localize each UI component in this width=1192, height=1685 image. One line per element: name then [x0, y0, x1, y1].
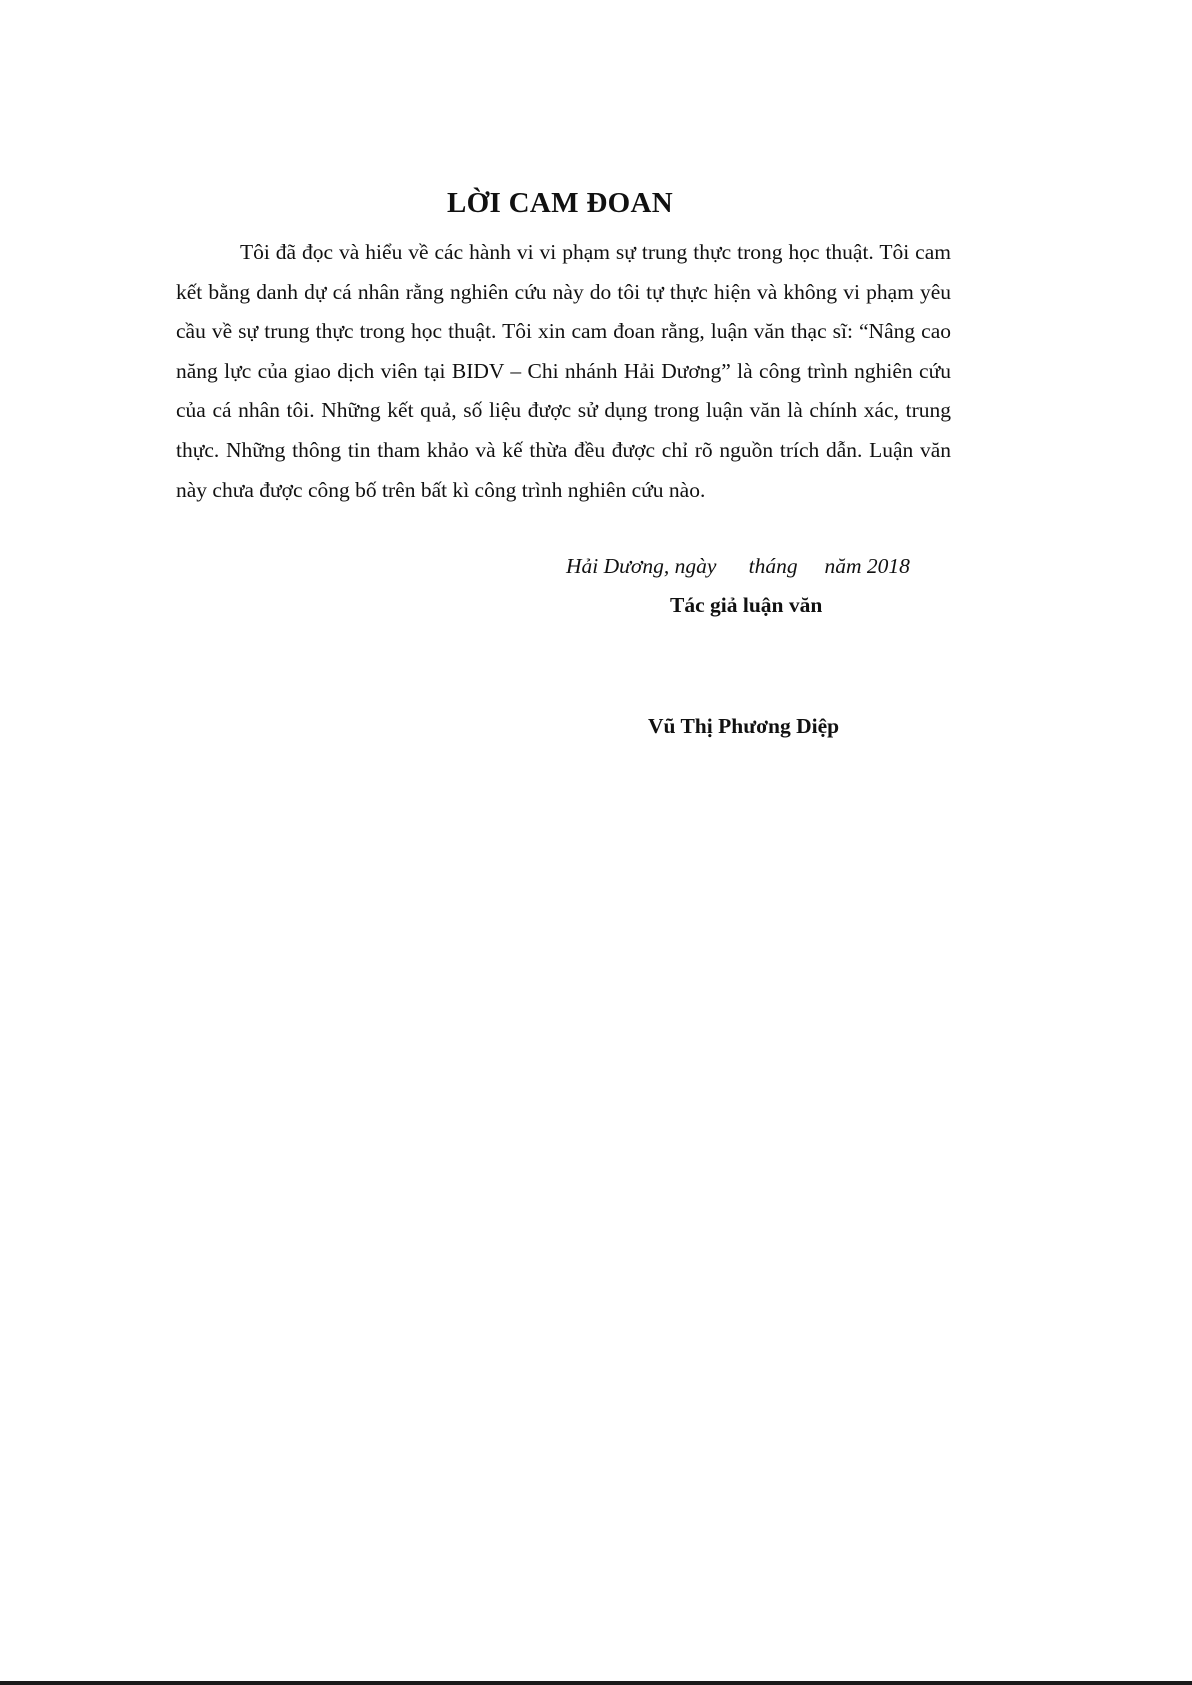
author-role-label: Tác giả luận văn — [670, 593, 823, 617]
declaration-paragraph: Tôi đã đọc và hiểu về các hành vi vi phạm sự trung thực trong học thuật. Tôi cam kết bằng danh dự cá nhân rằng nghiên cứu này do tôi tự thực hiện và không vi phạm yêu cầu về sự trung thực trong học thuật. Tôi xin cam đoan rằng, luận văn thạc sĩ: “Nâng cao năng lực của giao dịch viên tại BIDV – Chi nhánh Hải Dương” là công trình nghiên cứu của cá nhân tôi. Những kết quả, số liệu được sử dụng trong luận văn là chính xác, trung thực. Những thông tin tham khảo và kế thừa đều được chỉ rõ nguồn trích dẫn. Luận văn này chưa được công bố trên bất kì công trình nghiên cứu nào. — [176, 240, 951, 502]
author-name: Vũ Thị Phương Diệp — [648, 714, 840, 738]
page-bottom-border — [0, 1681, 1192, 1685]
page-title: LỜI CAM ĐOAN — [447, 187, 673, 219]
place-date-line: Hải Dương, ngày tháng năm 2018 — [566, 554, 910, 578]
